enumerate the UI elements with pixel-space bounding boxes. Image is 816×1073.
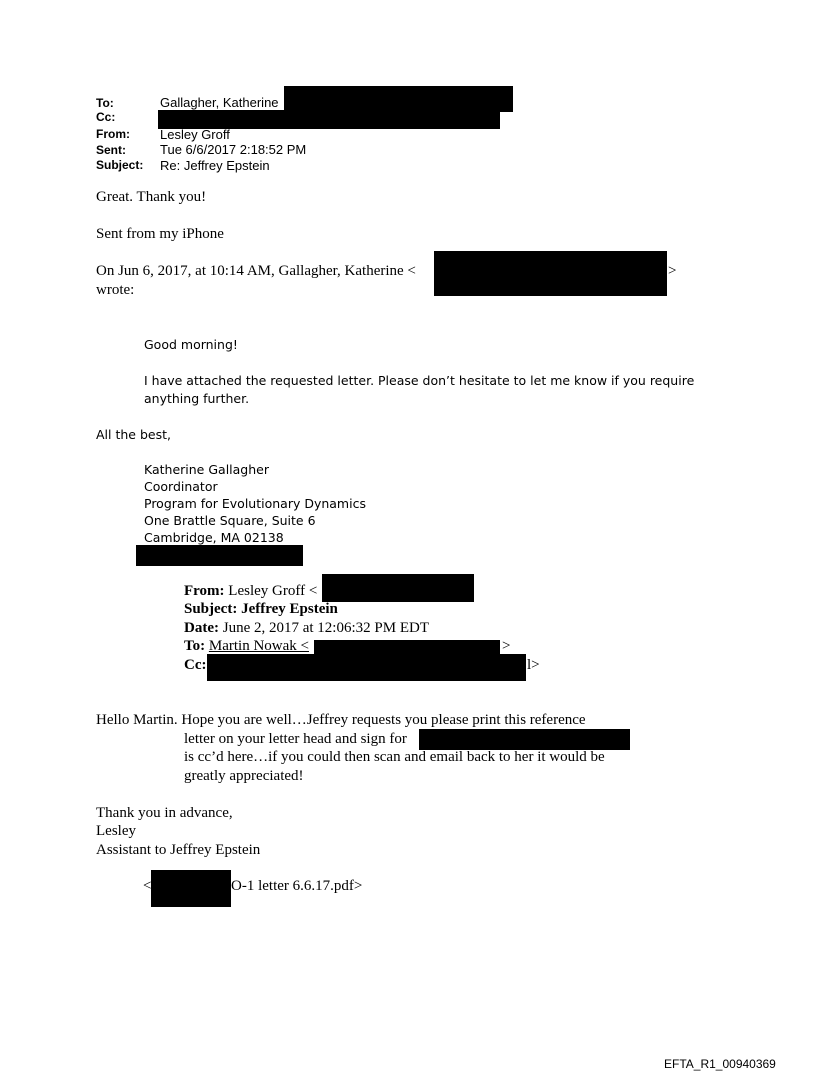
redaction-attachment-name xyxy=(151,870,231,907)
fwd-subject xyxy=(184,601,338,618)
original-line-2: letter on your letter head and sign for xyxy=(184,731,407,747)
fwd-subject-value: Jeffrey Epstein xyxy=(241,601,338,617)
closing-name: Lesley xyxy=(96,823,136,839)
document-id: EFTA_R1_00940369 xyxy=(664,1057,776,1071)
original-line-4: greatly appreciated! xyxy=(184,768,304,784)
fwd-cc xyxy=(184,657,207,674)
fwd-cc-end: l> xyxy=(527,657,540,673)
subject-label: Subject: xyxy=(96,158,144,172)
fwd-date xyxy=(184,620,429,637)
reply-line-1: Great. Thank you! xyxy=(96,189,207,205)
sent-value: Tue 6/6/2017 2:18:52 PM xyxy=(160,142,307,157)
fwd-date-label: Date: xyxy=(184,620,219,636)
closing-role: Assistant to Jeffrey Epstein xyxy=(96,842,261,858)
to-label: To: xyxy=(96,96,114,110)
redaction-signature-phone xyxy=(136,545,303,566)
quoted-para-line-1: I have attached the requested letter. Please don’t hesitate to let me know if you require xyxy=(144,373,695,388)
original-line-1: Hello Martin. Hope you are well…Jeffrey requests you please print this reference xyxy=(96,712,586,728)
redaction-to-email xyxy=(284,86,513,112)
quoted-greeting: Good morning! xyxy=(144,337,238,352)
attachment-filename[interactable]: O-1 letter 6.6.17.pdf> xyxy=(231,878,363,894)
fwd-subject-label: Subject: xyxy=(184,601,238,617)
redaction-quote-email xyxy=(434,251,667,296)
redaction-fwd-from-email xyxy=(322,574,474,602)
fwd-to-value: Martin Nowak < xyxy=(208,638,309,654)
signature-address-2: Cambridge, MA 02138 xyxy=(144,530,284,545)
fwd-cc-label: Cc: xyxy=(184,657,207,673)
fwd-to-label: To: xyxy=(184,638,206,654)
reply-line-2: Sent from my iPhone xyxy=(96,226,224,242)
quoted-para-line-2: anything further. xyxy=(144,391,250,406)
redaction-original-name xyxy=(419,729,630,750)
attachment-open: < xyxy=(143,878,152,894)
signature-address-1: One Brattle Square, Suite 6 xyxy=(144,513,316,528)
fwd-to xyxy=(184,638,309,655)
to-value: Gallagher, Katherine xyxy=(160,95,279,110)
fwd-from xyxy=(184,583,317,600)
closing-thanks: Thank you in advance, xyxy=(96,805,233,821)
fwd-from-label: From: xyxy=(184,583,225,599)
subject-value: Re: Jeffrey Epstein xyxy=(160,158,270,173)
fwd-date-value: June 2, 2017 at 12:06:32 PM EDT xyxy=(222,620,429,636)
quote-wrote: wrote: xyxy=(96,282,135,298)
signature-name: Katherine Gallagher xyxy=(144,462,269,477)
signature-org: Program for Evolutionary Dynamics xyxy=(144,496,366,511)
quote-intro: On Jun 6, 2017, at 10:14 AM, Gallagher, Katherine < xyxy=(96,263,416,279)
quote-intro-end: > xyxy=(668,263,677,279)
fwd-to-end: > xyxy=(502,638,511,654)
cc-label: Cc: xyxy=(96,110,116,124)
original-line-3: is cc’d here…if you could then scan and email back to her it would be xyxy=(184,749,605,765)
fwd-from-value: Lesley Groff < xyxy=(228,583,318,599)
redaction-fwd-cc xyxy=(207,654,526,681)
from-label: From: xyxy=(96,127,130,141)
signature-title: Coordinator xyxy=(144,479,218,494)
from-value: Lesley Groff xyxy=(160,127,230,142)
sent-label: Sent: xyxy=(96,143,126,157)
quoted-signoff: All the best, xyxy=(96,427,171,442)
